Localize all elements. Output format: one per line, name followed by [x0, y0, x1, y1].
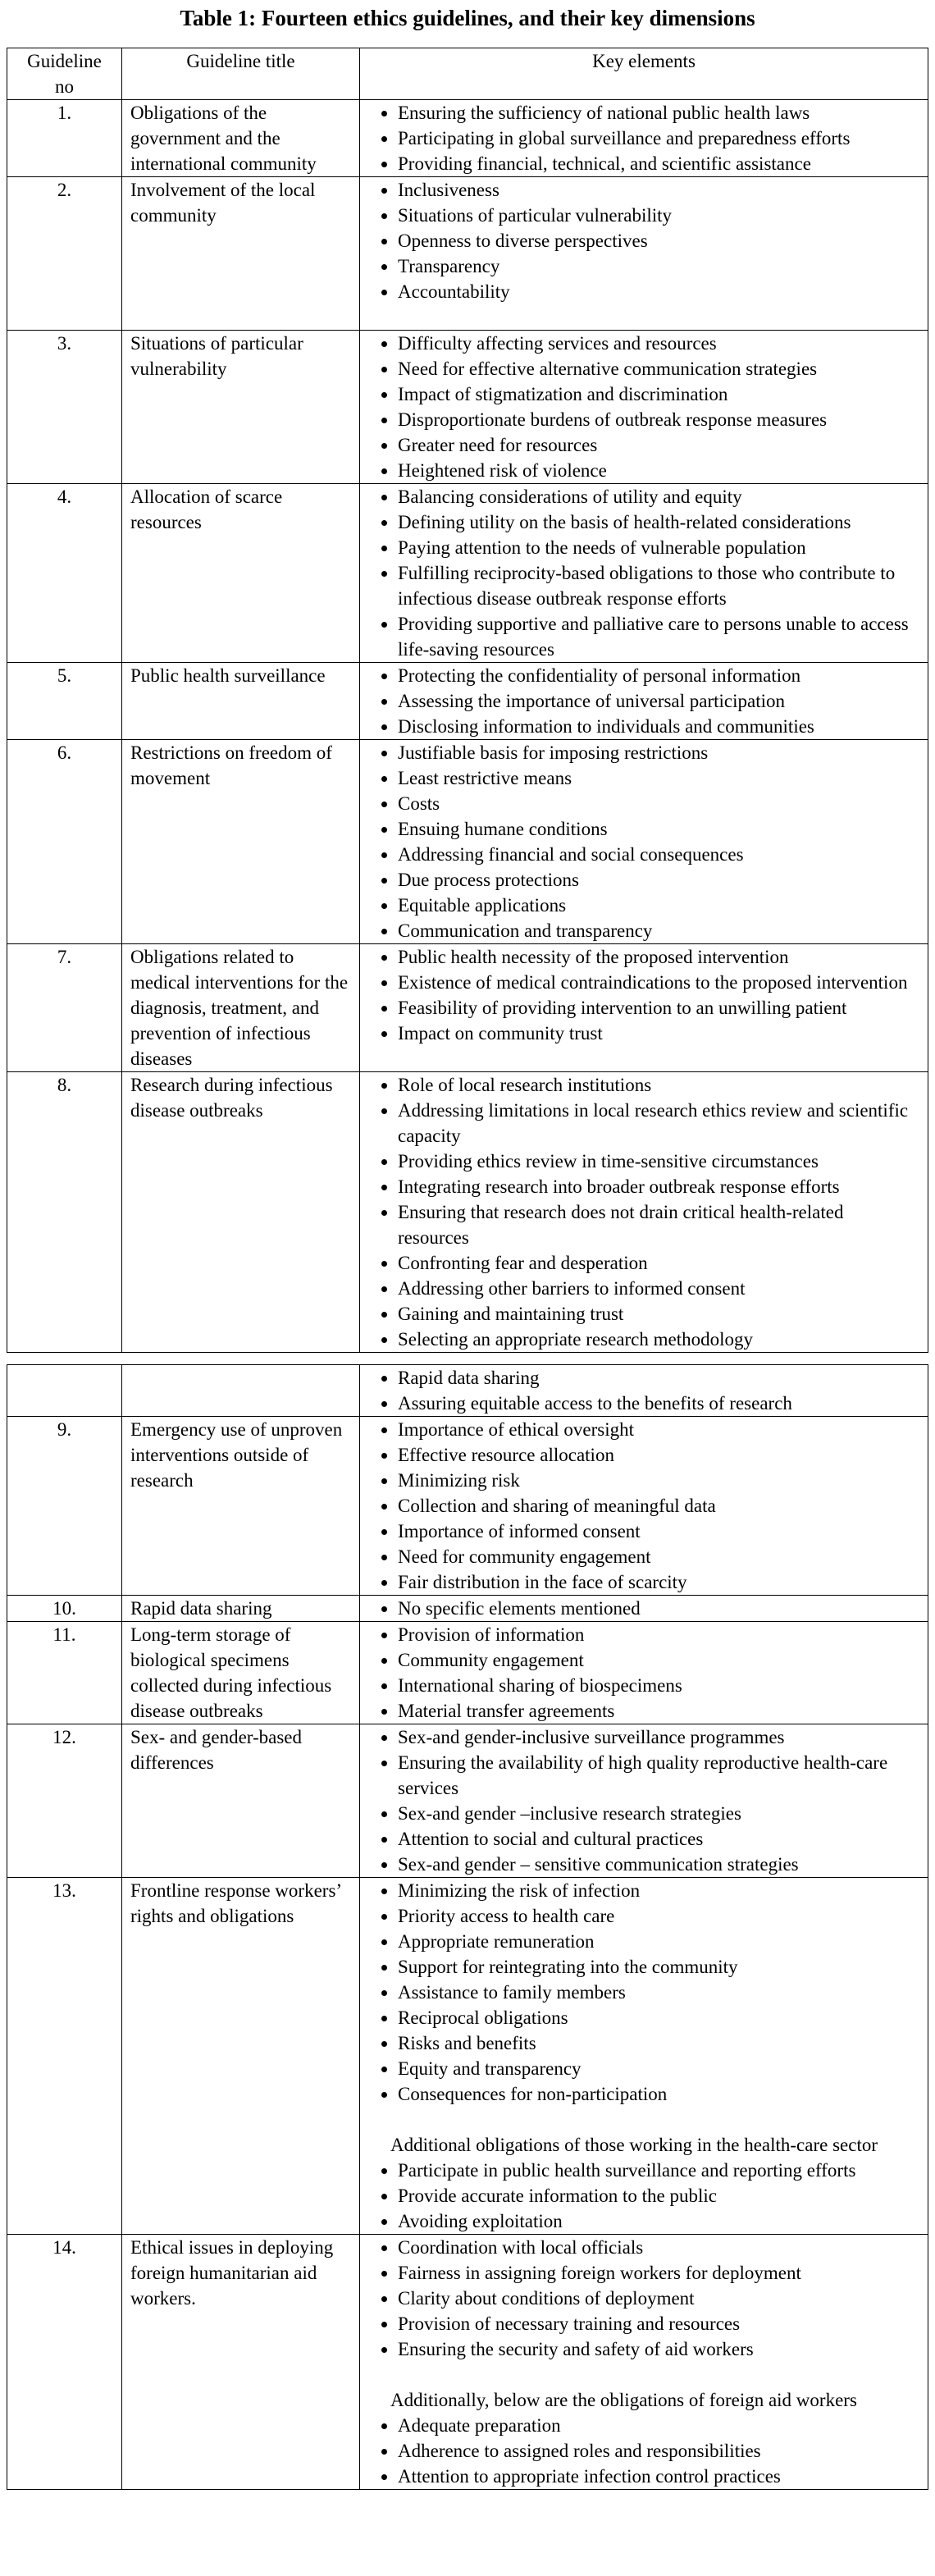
table-title: Table 1: Fourteen ethics guidelines, and their key dimensions	[180, 6, 755, 30]
key-element-item: • Greater need for resources	[398, 432, 919, 458]
key-element-list	[368, 100, 919, 176]
table-row	[7, 1417, 928, 1596]
key-element-item: • Collection and sharing of meaningful data	[398, 1493, 919, 1519]
key-element-item: • Existence of medical contraindications to the proposed intervention	[398, 970, 919, 995]
guideline-number: 3.	[7, 331, 122, 484]
header-key-elements: Key elements	[360, 48, 928, 100]
key-element-item: • Need for effective alternative communication strategies	[398, 356, 919, 381]
key-elements	[360, 2235, 928, 2490]
table-row	[7, 2235, 928, 2490]
table-row	[7, 1724, 928, 1878]
guideline-number: 1.	[7, 100, 122, 177]
key-element-item: • Openness to diverse perspectives	[398, 228, 919, 253]
key-element-item: • Ensuring the security and safety of aid workers	[398, 2336, 919, 2362]
header-guideline-title: Guideline title	[122, 48, 360, 100]
key-elements	[360, 331, 928, 484]
guideline-number: 10.	[7, 1596, 122, 1622]
spacer	[368, 2107, 919, 2132]
key-element-item: • Provision of information	[398, 1622, 919, 1647]
key-element-item: • Least restrictive means	[398, 765, 919, 791]
guideline-number: 2.	[7, 177, 122, 331]
guideline-number: 11.	[7, 1622, 122, 1724]
table-row	[7, 331, 928, 484]
key-element-item: • Addressing limitations in local research ethics review and scientific capacity	[398, 1098, 919, 1149]
key-element-list	[368, 177, 919, 304]
table-row	[7, 1596, 928, 1622]
key-element-item: • Support for reintegrating into the community	[398, 1954, 919, 1980]
guideline-title: Obligations related to medical interventions for the diagnosis, treatment, and prevention of infectious diseases	[122, 944, 360, 1072]
key-element-item: • Rapid data sharing	[398, 1365, 919, 1391]
table-row	[7, 1072, 928, 1353]
key-element-item: • Integrating research into broader outbreak response efforts	[398, 1174, 919, 1199]
key-element-item: • Risks and benefits	[398, 2030, 919, 2056]
key-element-item: • Adherence to assigned roles and responsibilities	[398, 2438, 919, 2464]
key-element-item: • Defining utility on the basis of health-related considerations	[398, 509, 919, 535]
key-elements	[360, 1622, 928, 1724]
key-elements	[360, 663, 928, 740]
key-element-list	[368, 663, 919, 739]
table-row	[7, 1365, 928, 1417]
key-element-item: • Transparency	[398, 253, 919, 279]
key-element-item: • Consequences for non-participation	[398, 2081, 919, 2107]
guideline-number: 4.	[7, 484, 122, 663]
key-element-item: • Attention to social and cultural practices	[398, 1826, 919, 1852]
key-elements	[360, 484, 928, 663]
key-element-item: • Participating in global surveillance and preparedness efforts	[398, 126, 919, 151]
key-element-item: • Public health necessity of the proposed intervention	[398, 944, 919, 970]
key-elements	[360, 1417, 928, 1596]
key-element-list	[368, 1072, 919, 1352]
key-elements	[360, 944, 928, 1072]
key-element-list	[368, 1622, 919, 1724]
table-row	[7, 177, 928, 331]
key-element-item: • Role of local research institutions	[398, 1072, 919, 1098]
key-element-item: • Avoiding exploitation	[398, 2208, 919, 2234]
key-element-list	[368, 1596, 919, 1621]
table-row	[7, 1622, 928, 1724]
table-row	[7, 740, 928, 944]
guideline-title: Allocation of scarce resources	[122, 484, 360, 663]
key-element-item: • Addressing financial and social consequences	[398, 842, 919, 867]
key-element-item: • Confronting fear and desperation	[398, 1250, 919, 1276]
guideline-title: Rapid data sharing	[122, 1596, 360, 1622]
key-element-item: • Assessing the importance of universal participation	[398, 688, 919, 714]
key-element-list	[368, 1365, 919, 1416]
key-element-item: • Paying attention to the needs of vulnerable population	[398, 535, 919, 560]
key-element-item: • Disproportionate burdens of outbreak response measures	[398, 407, 919, 432]
key-element-item: • Selecting an appropriate research methodology	[398, 1327, 919, 1352]
key-element-item: • Effective resource allocation	[398, 1442, 919, 1468]
key-element-item: • Providing ethics review in time-sensitive circumstances	[398, 1149, 919, 1174]
spacer	[368, 304, 919, 330]
key-elements	[360, 1365, 928, 1417]
key-elements	[360, 740, 928, 944]
key-element-item: • Adequate preparation	[398, 2413, 919, 2438]
key-element-item: • Clarity about conditions of deployment	[398, 2286, 919, 2311]
key-element-list	[368, 2235, 919, 2362]
key-element-list	[368, 2158, 919, 2234]
key-element-item: • Providing supportive and palliative care to persons unable to access life-saving resources	[398, 611, 919, 662]
key-element-item: • Priority access to health care	[398, 1903, 919, 1929]
key-element-item: • Addressing other barriers to informed consent	[398, 1276, 919, 1301]
key-elements	[360, 1072, 928, 1353]
key-element-item: • Communication and transparency	[398, 918, 919, 943]
table-row	[7, 1878, 928, 2235]
guideline-title	[122, 1365, 360, 1417]
guideline-number: 8.	[7, 1072, 122, 1353]
key-element-item: • Impact of stigmatization and discrimination	[398, 381, 919, 407]
key-element-item: • Difficulty affecting services and resources	[398, 331, 919, 356]
guideline-number: 14.	[7, 2235, 122, 2490]
key-element-item: • International sharing of biospecimens	[398, 1673, 919, 1698]
key-element-item: • Need for community engagement	[398, 1544, 919, 1569]
key-element-item: • Coordination with local officials	[398, 2235, 919, 2260]
guideline-title: Long-term storage of biological specimens collected during infectious disease outbreaks	[122, 1622, 360, 1724]
key-element-list	[368, 1724, 919, 1877]
guideline-title: Public health surveillance	[122, 663, 360, 740]
key-element-item: • No specific elements mentioned	[398, 1596, 919, 1621]
table-row	[7, 100, 928, 177]
guideline-title: Obligations of the government and the international community	[122, 100, 360, 177]
key-elements	[360, 1596, 928, 1622]
key-element-item: • Heightened risk of violence	[398, 458, 919, 483]
guideline-title: Frontline response workers’ rights and obligations	[122, 1878, 360, 2235]
key-element-item: • Provision of necessary training and resources	[398, 2311, 919, 2336]
key-element-item: • Ensuing humane conditions	[398, 816, 919, 842]
guideline-number: 9.	[7, 1417, 122, 1596]
key-element-item: • Minimizing risk	[398, 1468, 919, 1493]
key-element-item: • Ensuring the sufficiency of national public health laws	[398, 100, 919, 126]
key-element-item: • Appropriate remuneration	[398, 1929, 919, 1954]
key-element-item: • Costs	[398, 791, 919, 816]
guideline-number	[7, 1365, 122, 1417]
key-element-item: • Protecting the confidentiality of personal information	[398, 663, 919, 688]
guideline-number: 13.	[7, 1878, 122, 2235]
key-element-list	[368, 944, 919, 1046]
key-element-item: • Inclusiveness	[398, 177, 919, 203]
guidelines-table-part-2	[7, 1364, 928, 2490]
guideline-title: Ethical issues in deploying foreign humanitarian aid workers.	[122, 2235, 360, 2490]
key-element-item: • Sex-and gender-inclusive surveillance programmes	[398, 1724, 919, 1750]
key-element-item: • Disclosing information to individuals and communities	[398, 714, 919, 739]
header-guideline-no: Guideline no	[7, 48, 122, 100]
guideline-title: Research during infectious disease outbreaks	[122, 1072, 360, 1353]
key-element-list	[368, 484, 919, 662]
key-element-item: • Accountability	[398, 279, 919, 304]
key-element-item: • Fair distribution in the face of scarcity	[398, 1569, 919, 1595]
key-element-item: • Equity and transparency	[398, 2056, 919, 2081]
key-elements	[360, 1878, 928, 2235]
key-element-item: • Gaining and maintaining trust	[398, 1301, 919, 1327]
table-row	[7, 663, 928, 740]
key-element-item: • Provide accurate information to the public	[398, 2183, 919, 2208]
guideline-title: Situations of particular vulnerability	[122, 331, 360, 484]
key-element-item: • Fulfilling reciprocity-based obligations to those who contribute to infectious disease outbreak response efforts	[398, 560, 919, 611]
key-element-item: • Minimizing the risk of infection	[398, 1878, 919, 1903]
key-element-list	[368, 331, 919, 483]
key-element-list	[368, 740, 919, 943]
table-header-row	[7, 48, 928, 100]
key-element-item: • Situations of particular vulnerability	[398, 203, 919, 228]
key-element-item: • Fairness in assigning foreign workers for deployment	[398, 2260, 919, 2286]
key-element-item: • Importance of informed consent	[398, 1519, 919, 1544]
key-element-item: • Assuring equitable access to the benefits of research	[398, 1391, 919, 1416]
key-element-item: • Importance of ethical oversight	[398, 1417, 919, 1442]
key-element-item: • Ensuring that research does not drain critical health-related resources	[398, 1199, 919, 1250]
guideline-title: Emergency use of unproven interventions outside of research	[122, 1417, 360, 1596]
sub-label: Additional obligations of those working in the health-care sector	[390, 2135, 878, 2155]
key-element-item: • Feasibility of providing intervention to an unwilling patient	[398, 995, 919, 1021]
guideline-title: Sex- and gender-based differences	[122, 1724, 360, 1878]
key-element-item: • Material transfer agreements	[398, 1698, 919, 1724]
guideline-title: Involvement of the local community	[122, 177, 360, 331]
table-row	[7, 944, 928, 1072]
guideline-number: 12.	[7, 1724, 122, 1878]
key-element-list	[368, 1878, 919, 2107]
key-element-item: • Reciprocal obligations	[398, 2005, 919, 2030]
key-element-item: • Equitable applications	[398, 893, 919, 918]
key-element-item: • Sex-and gender – sensitive communication strategies	[398, 1852, 919, 1877]
guideline-number: 5.	[7, 663, 122, 740]
guideline-number: 7.	[7, 944, 122, 1072]
key-elements	[360, 177, 928, 331]
key-element-item: • Sex-and gender –inclusive research strategies	[398, 1801, 919, 1826]
key-element-item: • Community engagement	[398, 1647, 919, 1673]
key-element-item: • Attention to appropriate infection control practices	[398, 2464, 919, 2489]
sub-label: Additionally, below are the obligations of foreign aid workers	[390, 2390, 857, 2410]
key-element-item: • Balancing considerations of utility and equity	[398, 484, 919, 509]
guideline-title: Restrictions on freedom of movement	[122, 740, 360, 944]
key-element-item: • Providing financial, technical, and scientific assistance	[398, 151, 919, 176]
guideline-number: 6.	[7, 740, 122, 944]
key-elements	[360, 1724, 928, 1878]
key-element-item: • Participate in public health surveillance and reporting efforts	[398, 2158, 919, 2183]
key-element-item: • Impact on community trust	[398, 1021, 919, 1046]
key-element-list	[368, 1417, 919, 1595]
key-element-item: • Due process protections	[398, 867, 919, 893]
key-element-item: • Ensuring the availability of high quality reproductive health-care services	[398, 1750, 919, 1801]
key-elements	[360, 100, 928, 177]
table-row	[7, 484, 928, 663]
key-element-item: • Justifiable basis for imposing restrictions	[398, 740, 919, 765]
key-element-list	[368, 2413, 919, 2489]
key-element-item: • Assistance to family members	[398, 1980, 919, 2005]
guidelines-table-part-1	[7, 48, 928, 1353]
spacer	[368, 2362, 919, 2387]
